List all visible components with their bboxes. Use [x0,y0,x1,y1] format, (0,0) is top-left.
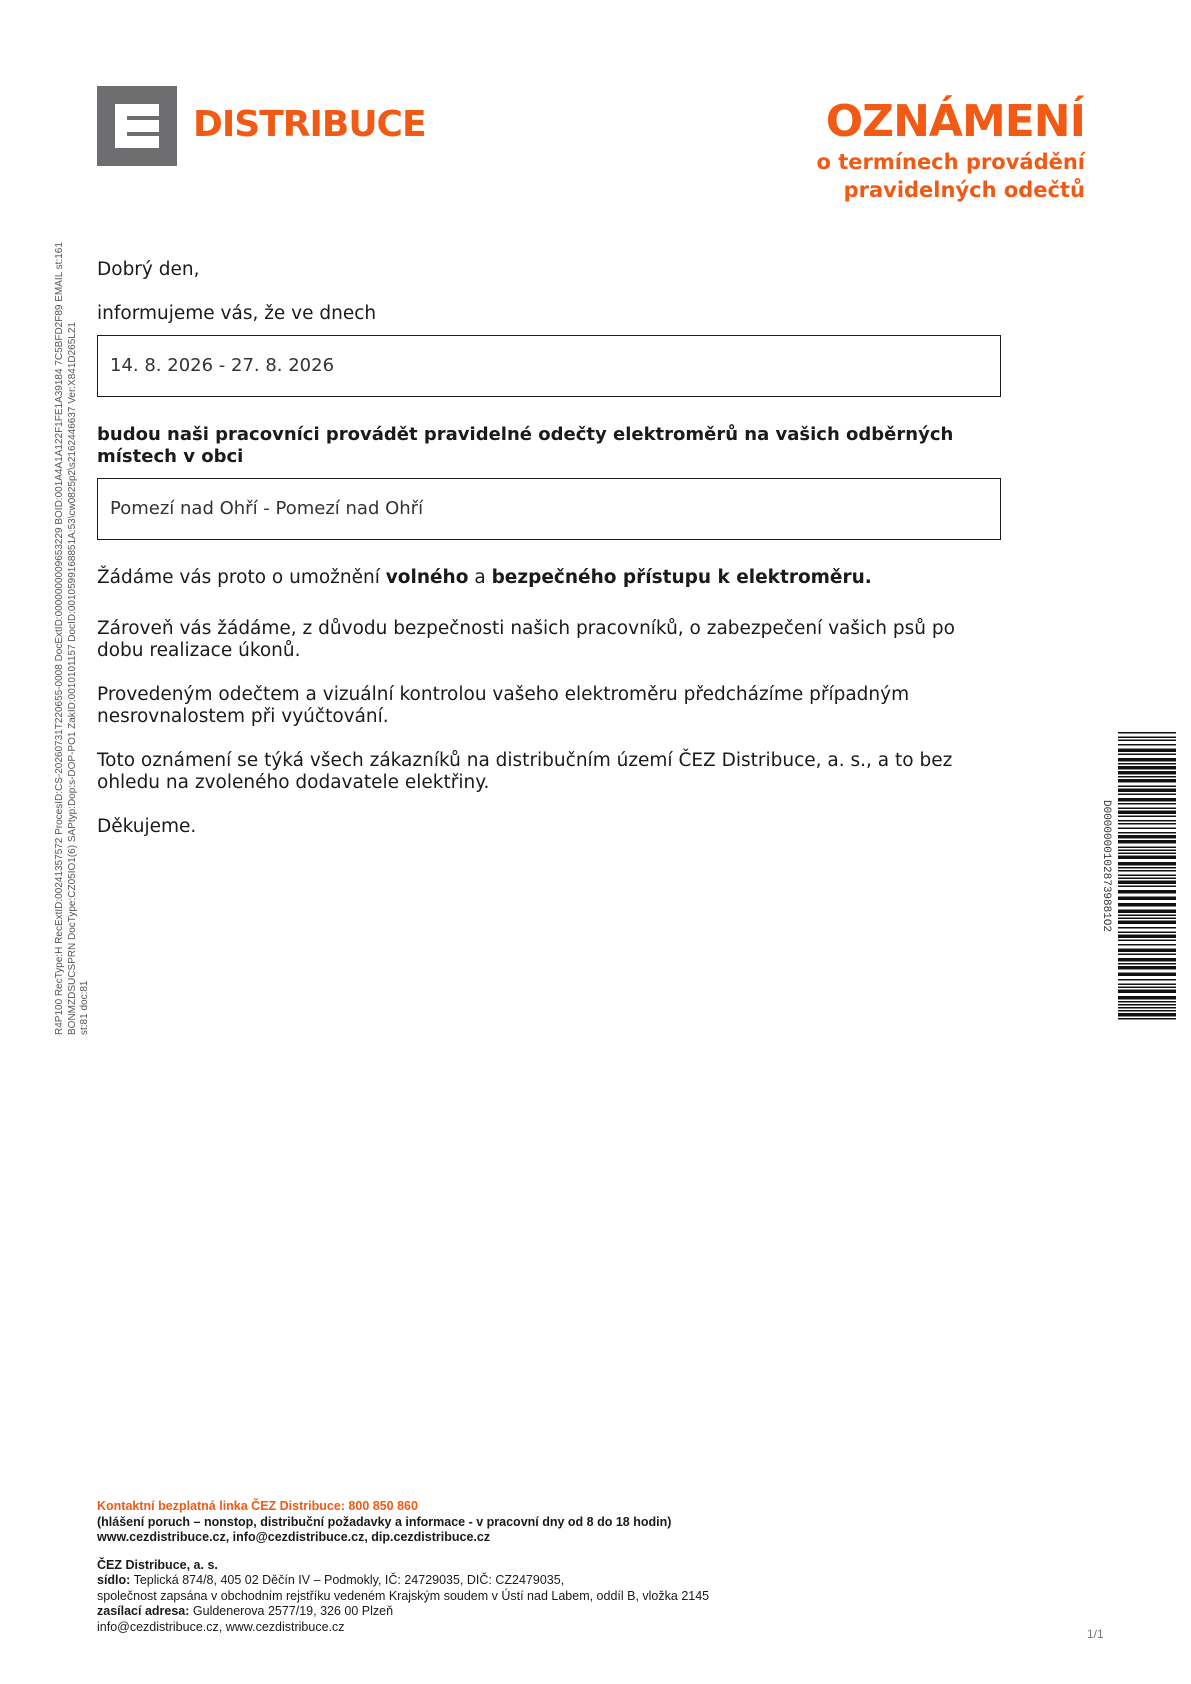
barcode-bar [1118,890,1176,894]
side-meta-line-2: BONMZDSUCSPRN DocType:CZ05IO1(6) SAPtyp:Dop:s-DOP-PO1 ZakID:0010101157 DocID:0010599168851A:53\cw0825p2\s2162446637 Ver:X841D265L21 [66,322,78,1035]
intro-text: informujeme vás, že ve dnech [97,303,377,324]
footer-hotline: Kontaktní bezplatná linka ČEZ Distribuce: 800 850 860 [97,1499,418,1513]
barcode-bar [1118,832,1176,834]
footer-mail: zasílací adresa: Guldenerova 2577/19, 326 00 Plzeň [97,1604,394,1618]
access-text-safe: bezpečného přístupu k elektroměru. [491,567,872,588]
barcode-bar [1118,996,1176,1000]
barcode-bar [1118,966,1176,970]
title-sub-2: pravidelných odečtů [843,178,1085,202]
page-number: 1/1 [1087,1627,1104,1641]
barcode-bar [1118,789,1176,793]
cez-e-icon [115,104,159,148]
side-meta-line-3: st:81 doc:81 [79,980,90,1035]
barcode-bar [1118,1004,1176,1006]
barcode-bar [1118,853,1176,855]
barcode-bar [1118,740,1176,742]
barcode-bar [1118,881,1176,885]
barcode-bar [1118,915,1176,917]
barcode-bar [1118,927,1176,929]
barcode-bar [1118,850,1176,852]
barcode-bar [1118,875,1176,877]
barcode-bar [1118,816,1176,818]
barcode-bar [1118,840,1176,844]
barcode-bar [1118,847,1176,849]
barcode-bar [1118,794,1176,796]
town-box: Pomezí nad Ohří - Pomezí nad Ohří [97,478,1001,540]
dates-box: 14. 8. 2026 - 27. 8. 2026 [97,335,1001,397]
barcode-bar [1118,1001,1176,1003]
title-main: OZNÁMENÍ [825,96,1085,147]
barcode-bar [1118,758,1176,762]
footer [97,1499,709,1635]
barcode-bar [1118,963,1176,965]
barcode-bar [1118,786,1176,788]
brand-name: DISTRIBUCE [193,104,426,145]
barcode-bar [1118,903,1176,907]
barcode-bar [1118,776,1176,778]
barcode-bar [1118,737,1176,739]
barcode-bar [1118,910,1176,914]
barcode-bar [1118,1010,1176,1012]
barcode-bar [1118,766,1176,770]
barcode-bar [1118,823,1176,825]
barcode-bar [1118,862,1176,866]
barcode-bar [1118,940,1176,942]
dogs-paragraph: Zároveň vás žádáme, z důvodu bezpečnosti našich pracovníků, o zabezpečení vašich psů po dobu realizace úkonů. [97,618,955,661]
cez-logo [97,86,177,166]
side-metadata [54,242,92,1035]
barcode-bar [1118,979,1176,981]
barcode-bar [1118,949,1176,953]
barcode-bar [1118,798,1176,802]
barcode-bar [1118,921,1176,925]
barcode-bar [1118,803,1176,805]
barcode-bar [1118,944,1176,946]
scope-paragraph: Toto oznámení se týká všech zákazníků na distribučním území ČEZ Distribuce, a. s., a to bez ohledu na zvoleného dodavatele elektřiny. [97,750,953,793]
barcode-bar [1118,856,1176,860]
side-meta-line-1: R4P100 RecType:H RecExtID:00241357572 ProcesID:CS-20260731T220655-0008 DocExtID:0000000009653229 BOID:001A4A1A122F1FE1A39184 7C5BFD2F89 EMAIL st:161 [54,242,65,1035]
barcode-bar [1118,867,1176,869]
barcode-bar [1118,732,1176,734]
barcode-bar [1118,1018,1176,1020]
barcode-bar [1118,958,1176,962]
barcode-bar [1118,808,1176,810]
barcode-bar [1118,828,1176,830]
barcode-bar [1118,811,1176,815]
access-text-free: volného [385,567,469,588]
access-text-2: a [468,567,492,588]
barcode-bar [1118,878,1176,880]
footer-web-links: www.cezdistribuce.cz, info@cezdistribuce.cz, dip.cezdistribuce.cz [97,1530,491,1544]
footer-contacts: info@cezdistribuce.cz, www.cezdistribuce.cz [97,1619,345,1634]
barcode-bar [1118,984,1176,986]
footer-hotline-note: (hlášení poruch – nonstop, distribuční požadavky a informace - v pracovní dny od 8 do 18 hodin) [97,1514,672,1529]
title-sub-1: o termínech provádění [816,150,1085,174]
barcode-bar [1118,870,1176,872]
barcode-bar [1118,779,1176,783]
barcode-bar [1118,973,1176,977]
barcode-bar [1118,771,1176,775]
barcode [1118,732,1176,1020]
barcode-bar [1118,897,1176,901]
barcode-bar [1118,1013,1176,1017]
barcode-bar [1118,1007,1176,1009]
barcode-bar [1118,932,1176,934]
barcode-bar [1118,886,1176,888]
barcode-bar [1118,820,1176,822]
barcode-bar [1118,954,1176,956]
reading-paragraph: Provedeným odečtem a vizuální kontrolou vašeho elektroměru předcházíme případným nesrovnalostem při vyúčtování. [97,684,910,727]
barcode-bar [1118,990,1176,994]
footer-company: ČEZ Distribuce, a. s. [97,1557,218,1572]
barcode-bar [1118,744,1176,746]
access-text-1: Žádáme vás proto o umožnění [97,567,386,588]
footer-registry: společnost zapsána v obchodním rejstříku vedeném Krajským soudem v Ústí nad Labem, oddíl B, vložka 2145 [97,1588,710,1603]
barcode-bar [1118,918,1176,920]
greeting: Dobrý den, [97,259,200,280]
document-title [817,96,1085,204]
barcode-bar [1118,835,1176,839]
footer-seat: sídlo: Teplická 874/8, 405 02 Děčín IV – Podmokly, IČ: 24729035, DIČ: CZ2479035, [97,1573,565,1587]
thanks-paragraph: Děkujeme. [97,816,197,837]
barcode-bar [1118,987,1176,989]
barcode-bar [1118,749,1176,753]
access-paragraph [97,567,1007,589]
workers-text: budou naši pracovníci provádět pravidelné odečty elektroměrů na vašich odběrných místech v obci [97,424,954,467]
barcode-text: D00000001028739881O2 [1100,800,1112,933]
barcode-bar [1118,763,1176,765]
barcode-bar [1118,935,1176,939]
barcode-bar [1118,754,1176,756]
